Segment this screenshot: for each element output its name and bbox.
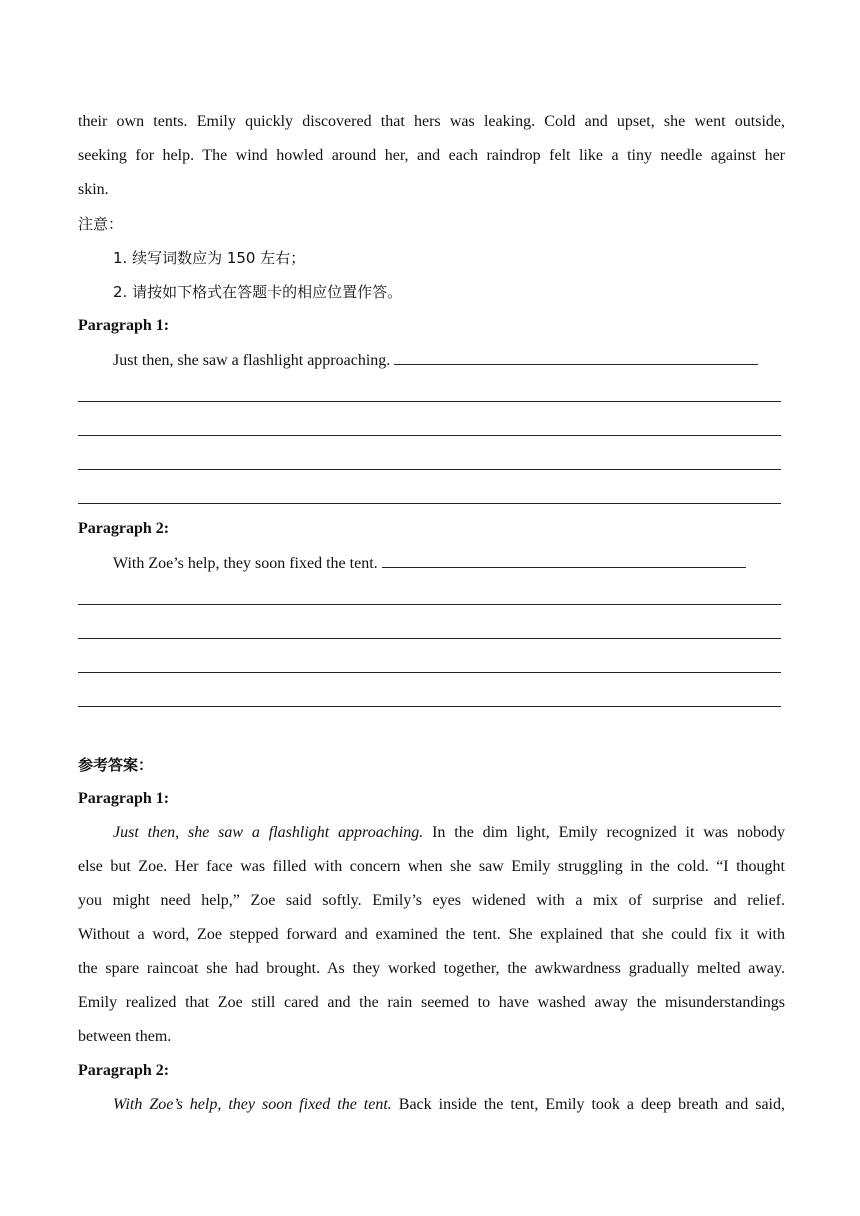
intro-line-3: skin. [78,181,109,198]
answer-p2-heading: Paragraph 2: [78,1062,170,1079]
answer-p1-line-2: else but Zoe. Her face was filled with concern when she saw Emily struggling in the cold. “I thought [78,858,785,875]
template-p2-start: With Zoe’s help, they soon fixed the tent. [113,555,382,572]
answer-p1-heading: Paragraph 1: [78,790,170,807]
intro-line-2: seeking for help. The wind howled around her, and each raindrop felt like a tiny needle against her [78,147,785,164]
writing-line[interactable] [78,401,781,402]
notes-label: 注意： [78,215,124,233]
writing-line[interactable] [78,638,781,639]
answer-p1-line-5: the spare raincoat she had brought. As they worked together, the awkwardness gradually melted away. [78,960,785,977]
writing-line[interactable] [78,706,781,707]
answer-p1-line-1-rest: In the dim light, Emily recognized it was nobody [423,824,785,841]
writing-line[interactable] [78,672,781,673]
answer-p1-line-3: you might need help,” Zoe said softly. Emily’s eyes widened with a mix of surprise and relief. [78,892,785,909]
template-p1-line [113,350,785,371]
template-p1-heading: Paragraph 1: [78,317,170,334]
template-p1-start: Just then, she saw a flashlight approaching. [113,352,395,369]
writing-line[interactable] [78,435,781,436]
answer-p2-line-1-rest: Back inside the tent, Emily took a deep breath and said, [391,1096,785,1113]
template-p2-line [113,553,785,574]
writing-blank[interactable] [382,553,746,568]
writing-line[interactable] [78,503,781,504]
answer-p1-line-7: between them. [78,1028,172,1045]
writing-line[interactable] [78,469,781,470]
notes-item-2: 2. 请按如下格式在答题卡的相应位置作答。 [113,283,403,301]
answer-p1-start: Just then, she saw a flashlight approaching. [113,824,424,841]
writing-blank[interactable] [394,350,758,365]
writing-line[interactable] [78,604,781,605]
answer-p2-start: With Zoe’s help, they soon fixed the tent. [113,1096,392,1113]
answer-p1-line-6: Emily realized that Zoe still cared and the rain seemed to have washed away the misunderstandings [78,994,785,1011]
answer-p1-line-1 [113,823,785,843]
intro-line-1: their own tents. Emily quickly discovered that hers was leaking. Cold and upset, she went outside, [78,113,785,130]
answer-p2-line-1 [113,1095,785,1115]
template-p2-heading: Paragraph 2: [78,520,170,537]
answer-title: 参考答案： [78,756,154,774]
notes-item-1: 1. 续写词数应为 150 左右； [113,249,306,267]
answer-p1-line-4: Without a word, Zoe stepped forward and examined the tent. She explained that she could fix it with [78,926,785,943]
